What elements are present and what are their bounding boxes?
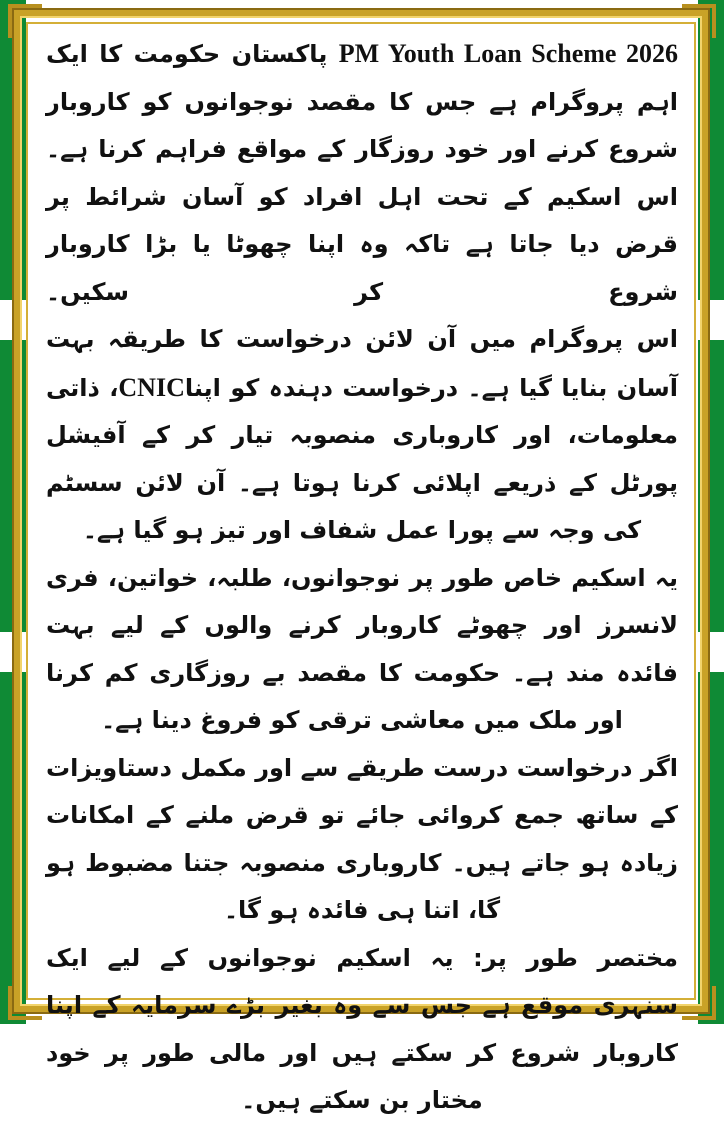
article-body <box>46 30 679 1114</box>
corner-ornament-top-right <box>682 4 716 38</box>
application-text-start: اس پروگرام میں آن لائن درخواست کا طریقہ بہت آسان بنایا گیا ہے۔ درخواست دہندہ کو اپنا <box>46 325 678 402</box>
paragraph-beneficiaries: یہ اسکیم خاص طور پر نوجوانوں، طلبہ، خواتین، فری لانسرز اور چھوٹے کاروبار کرنے والوں کے لیے بہت فائدہ مند ہے۔ حکومت کا مقصد بے روزگاری کم کرنا اور ملک میں معاشی ترقی کو فروغ دینا ہے۔ <box>46 563 678 734</box>
paragraph-summary: مختصر طور پر: یہ اسکیم نوجوانوں کے لیے ایک سنہری موقع ہے جس سے وہ بغیر بڑے سرمایہ کے اپنا کاروبار شروع کر سکتے ہیں اور مالی طور پر خود مختار بن سکتے ہیں۔ <box>46 943 678 1114</box>
scheme-title-english: PM Youth Loan Scheme 2026 <box>338 39 679 68</box>
corner-ornament-top-left <box>8 4 42 38</box>
intro-urdu-text: اہم پروگرام ہے جس کا مقصد نوجوانوں کو کاروبار شروع کرنے اور خود روزگار کے مواقع فراہم کرنا ہے۔ اس اسکیم کے تحت اہل افراد کو آسان شرائط پر قرض دیا جاتا ہے تاکہ وہ اپنا چھوٹا یا بڑا کاروبار شروع کر سکیں۔ <box>46 87 678 306</box>
paragraph-intro <box>46 30 678 316</box>
corner-ornament-bottom-left <box>8 986 42 1020</box>
application-text-rest: ، ذاتی معلومات، اور کاروباری منصوبہ تیار کر کے آفیشل پورٹل کے ذریعے اپلائی کرنا ہوتا ہے۔ آن لائن سسٹم کی وجہ سے پورا عمل شفاف اور تیز ہو گیا ہے۔ <box>46 373 678 544</box>
intro-urdu-start: پاکستان حکومت کا ایک <box>46 40 328 68</box>
corner-ornament-bottom-right <box>682 986 716 1020</box>
paragraph-documents: اگر درخواست درست طریقے سے اور مکمل دستاویزات کے ساتھ جمع کروائی جائے تو قرض ملنے کے امکانات زیادہ ہو جاتے ہیں۔ کاروباری منصوبہ جتنا مضبوط ہو گا، اتنا ہی فائدہ ہو گا۔ <box>46 753 678 924</box>
paragraph-online-application <box>46 316 678 555</box>
cnic-term: CNIC <box>118 372 185 402</box>
